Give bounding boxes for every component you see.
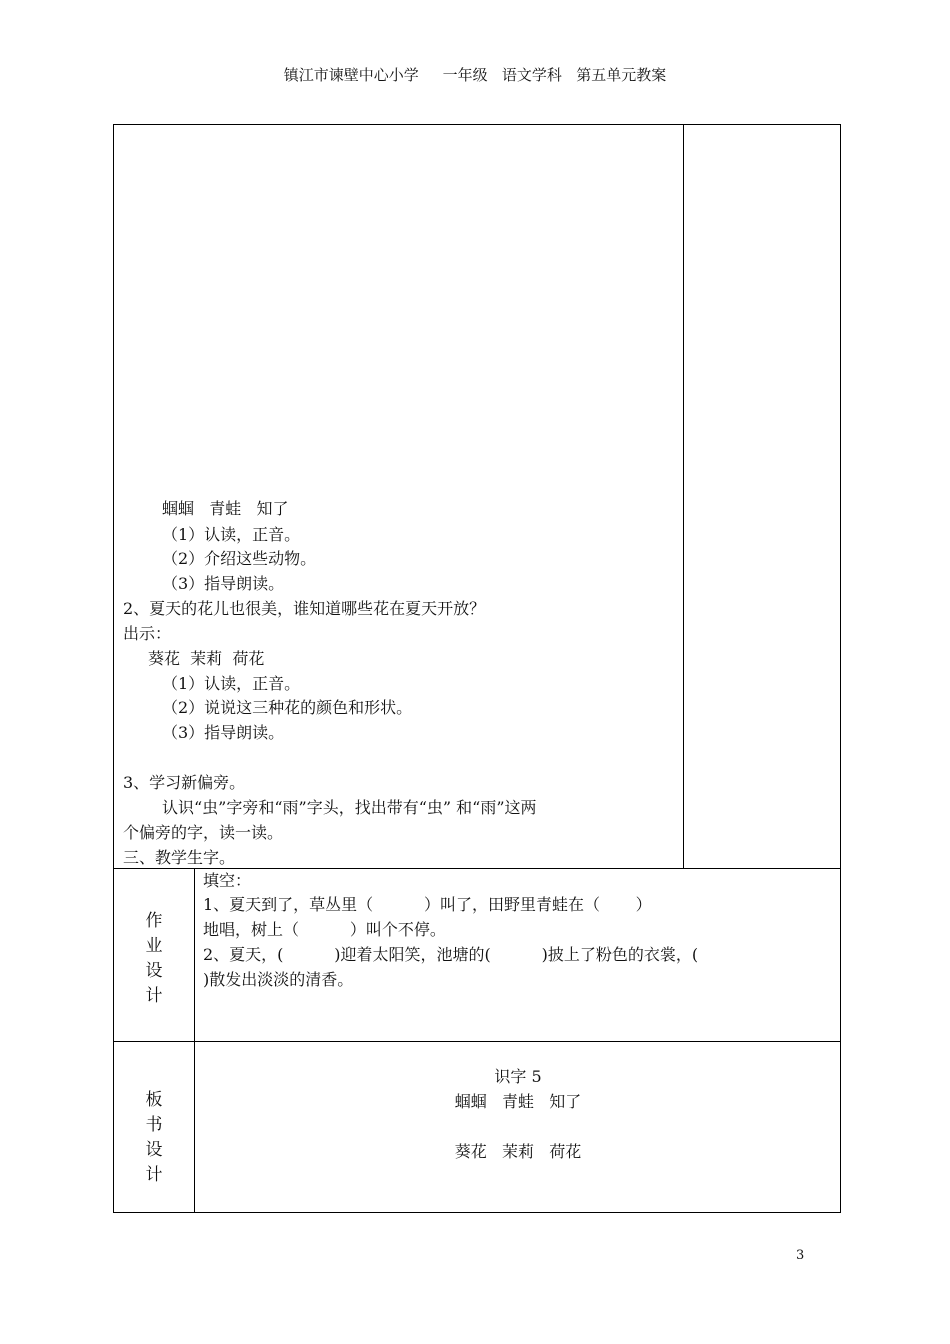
homework-line: 2、夏天，( )迎着太阳笑，池塘的( )披上了粉色的衣裳，( [203,945,699,964]
board-flower-words: 葵花 茉莉 荷花 [454,1142,582,1161]
content-line: （3）指导朗读。 [162,723,285,742]
content-line: 出示： [123,624,172,643]
content-line: 3、学习新偏旁。 [123,773,246,792]
content-line: （2）说说这三种花的颜色和形状。 [162,698,413,717]
page-number: 3 [796,1248,805,1263]
content-line: 2、夏天的花儿也很美，谁知道哪些花在夏天开放？ [123,599,486,618]
content-line: 个偏旁的字，读一读。 [123,823,284,842]
board-animal-words: 蝈蝈 青蛙 知了 [454,1092,582,1111]
board-content [195,125,841,1212]
homework-line: 填空： [203,871,252,890]
animal-words: 蝈蝈 青蛙 知了 [162,499,289,518]
content-line: （1）认读，正音。 [162,525,301,544]
content-line: 三、教学生字。 [123,848,236,867]
lesson-table: 蝈蝈 青蛙 知了 （1）认读，正音。 （2）介绍这些动物。 （3）指导朗读。 2、夏天的花儿也很美，谁知道哪些花在夏天开放？ 出示： 葵花 茉莉 荷花 （1）认读，正音。 （2）说说这三种花的颜色和形状。 （3）指导朗读。 3、学习新偏旁。 认识“虫”字旁和“雨”字头，找出带有“虫” 和“雨”这两 个偏旁的字，读一读。 三、教学生字。 作 业 设 计 填空： 1、夏天到了，草丛里（ ）叫了，田野里青蛙在（ ） 地唱，树上（ ）叫个不停。 2、夏天，( )迎着太阳笑，池塘的( )披上了粉色的衣裳，( )散发出淡淡的清香。 板 书 设 计 识字 5 蝈蝈 青蛙 知了 葵花 茉莉 荷花 [113,124,841,1213]
homework-line: )散发出淡淡的清香。 [203,970,354,989]
content-line: 认识“虫”字旁和“雨”字头，找出带有“虫” 和“雨”这两 [162,798,537,817]
homework-line: 地唱，树上（ ）叫个不停。 [203,920,446,939]
content-line: （1）认读，正音。 [162,674,301,693]
homework-line: 1、夏天到了，草丛里（ ）叫了，田野里青蛙在（ ） [203,895,652,914]
flower-words: 葵花 茉莉 荷花 [148,649,265,668]
content-line: （3）指导朗读。 [162,574,285,593]
page-header: 镇江市谏壁中心小学 一年级 语文学科 第五单元教案 [283,66,667,84]
board-title: 识字 5 [494,1067,542,1086]
content-line: （2）介绍这些动物。 [162,549,317,568]
